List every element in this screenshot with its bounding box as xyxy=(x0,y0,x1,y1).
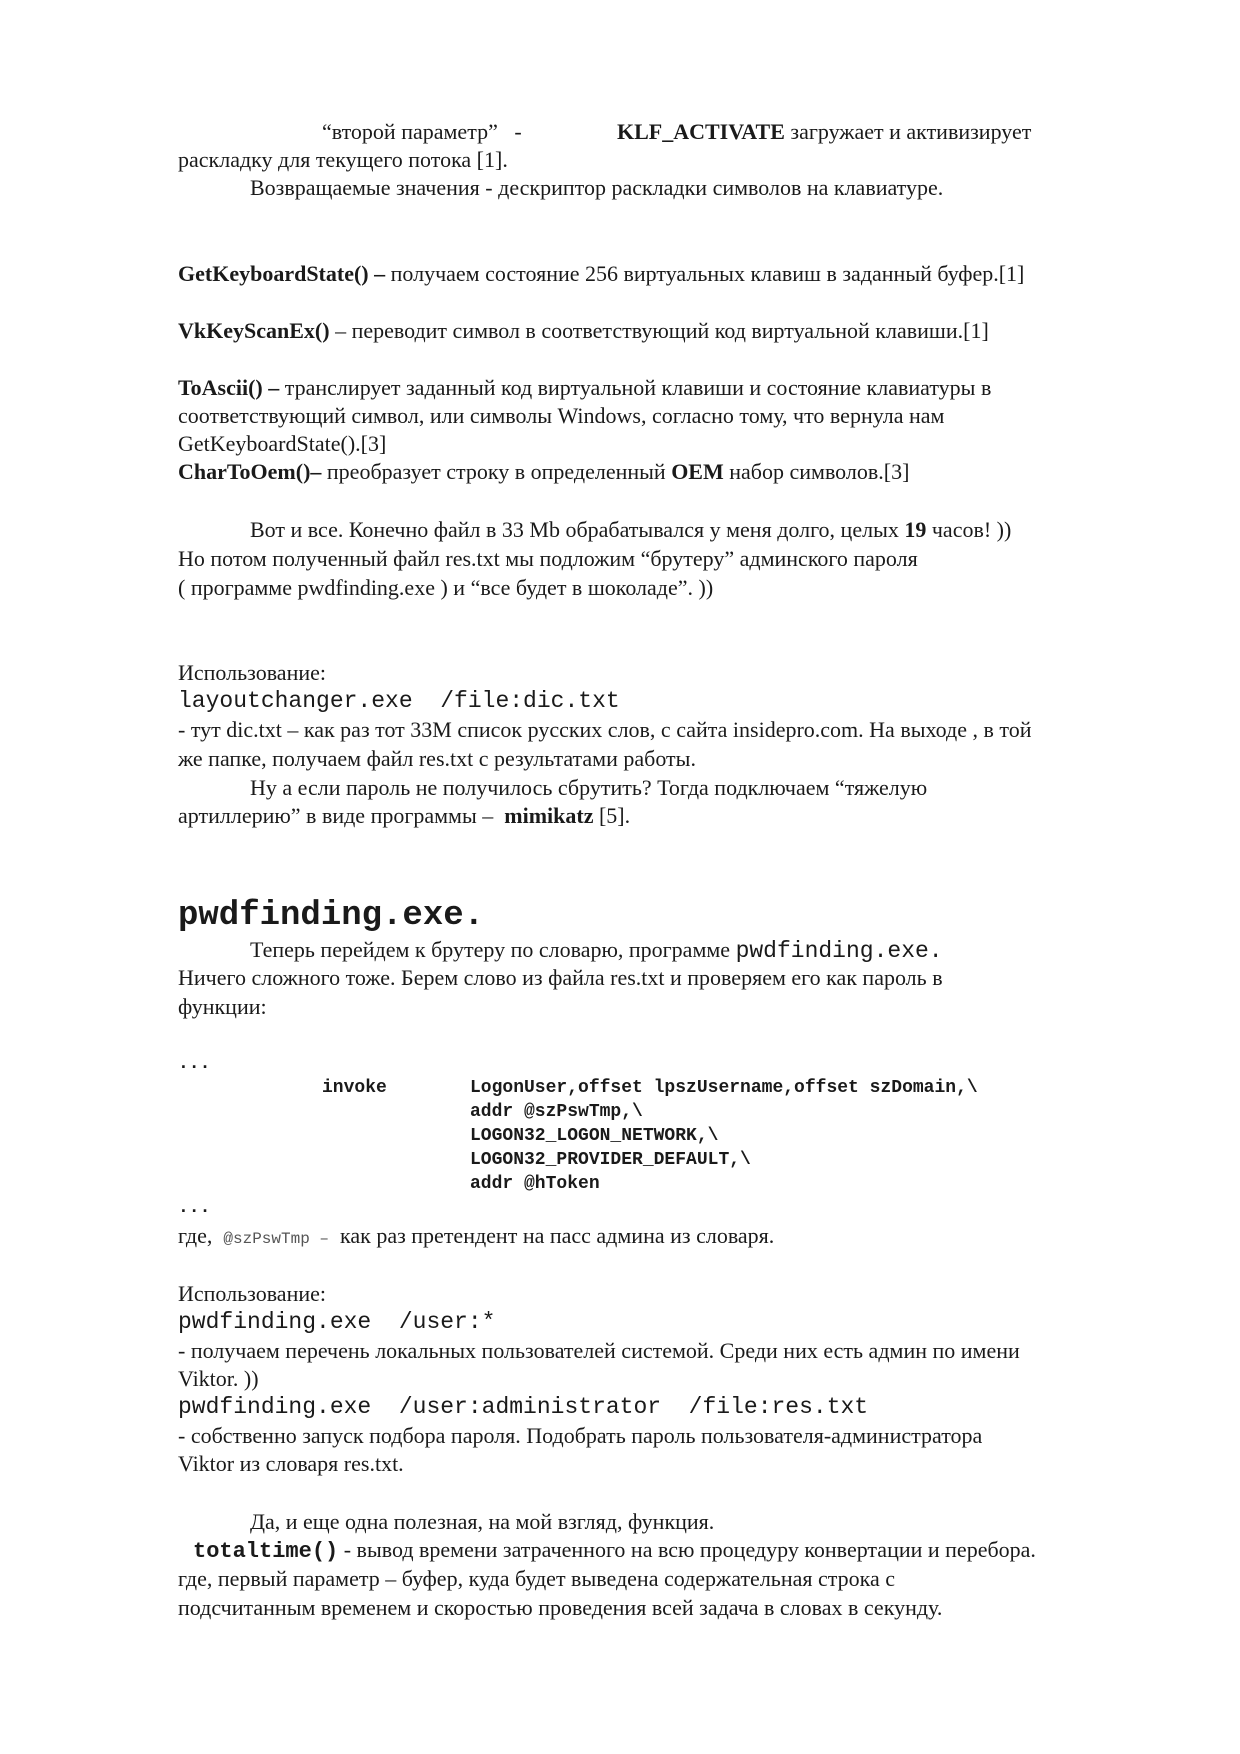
totaltime-function: totaltime() xyxy=(193,1539,339,1564)
usage1-desc-2: же папке, получаем файл res.txt с результатами работы. xyxy=(178,746,696,771)
section-heading: pwdfinding.exe. xyxy=(178,897,485,935)
usage1-desc-4: артиллерию” в виде программы – mimikatz [5]. xyxy=(178,803,631,828)
layoutchanger-command: layoutchanger.exe /file:dic.txt xyxy=(178,688,620,714)
extra-intro: Да, и еще одна полезная, на мой взгляд, функция. xyxy=(250,1509,715,1534)
usage2-desc-1: - получаем перечень локальных пользователей системой. Среди них есть админ по имени xyxy=(178,1338,1020,1363)
code-keyword: invoke xyxy=(322,1078,387,1098)
klf-line: KLF_ACTIVATE загружает и активизирует xyxy=(617,119,1032,144)
section-p3: функции: xyxy=(178,994,267,1019)
code-line: LogonUser,offset lpszUsername,offset szDomain,\ xyxy=(470,1078,978,1098)
usage1-desc-3: Ну а если пароль не получилось сбрутить? Тогда подключаем “тяжелую xyxy=(250,775,928,800)
usage1-desc-1: - тут dic.txt – как раз тот 33M список русских слов, с сайта insidepro.com. На выходе , в той xyxy=(178,717,1032,742)
return-values: Возвращаемые значения - дескриптор раскладки символов на клавиатуре. xyxy=(250,175,944,200)
chartooem-line: CharToOem()– преобразует строку в определенный OEM набор символов.[3] xyxy=(178,459,910,484)
summary-line-2: Но потом полученный файл res.txt мы подложим “брутеру” админского пароля xyxy=(178,546,918,571)
summary-line-3: ( программе pwdfinding.exe ) и “все будет в шоколаде”. )) xyxy=(178,575,714,600)
code-ellipsis-bottom: ... xyxy=(178,1198,211,1218)
toascii-line: ToAscii() – транслирует заданный код виртуальной клавиши и состояние клавиатуры в xyxy=(178,375,992,400)
usage2-desc-4: Viktor из словаря res.txt. xyxy=(178,1451,404,1476)
code-line: addr @szPswTmp,\ xyxy=(470,1102,643,1122)
totaltime-line: totaltime() - вывод времени затраченного на всю процедуру конвертации и перебора. xyxy=(193,1537,1036,1564)
section-p2: Ничего сложного тоже. Берем слово из файла res.txt и проверяем его как пароль в xyxy=(178,965,943,990)
klf-activate: KLF_ACTIVATE xyxy=(617,119,785,144)
toascii-line-2: соответствующий символ, или символы Windows, согласно тому, что вернула нам xyxy=(178,403,945,428)
pwdfinding-command-1: pwdfinding.exe /user:* xyxy=(178,1309,496,1335)
param-label: “второй параметр” - xyxy=(322,119,522,144)
getkeyboardstate-line: GetKeyboardState() – получаем состояние 256 виртуальных клавиш в заданный буфер.[1] xyxy=(178,261,1025,286)
vkkeyscanex-line: VkKeyScanEx() – переводит символ в соответствующий код виртуальной клавиши.[1] xyxy=(178,318,989,343)
pwdfinding-command-2: pwdfinding.exe /user:administrator /file:res.txt xyxy=(178,1394,869,1420)
toascii-line-3: GetKeyboardState().[3] xyxy=(178,431,387,456)
usage2-desc-3: - собственно запуск подбора пароля. Подобрать пароль пользователя-администратора xyxy=(178,1423,983,1448)
code-line: addr @hToken xyxy=(470,1174,600,1194)
summary-line-1: Вот и все. Конечно файл в 33 Mb обрабатывался у меня долго, целых 19 часов! )) xyxy=(250,517,1012,542)
code-line: LOGON32_PROVIDER_DEFAULT,\ xyxy=(470,1150,751,1170)
usage2-desc-2: Viktor. )) xyxy=(178,1366,259,1391)
code-ellipsis-top: ... xyxy=(178,1054,211,1074)
extra-desc-3: подсчитанным временем и скоростью проведения всей задача в словах в секунду. xyxy=(178,1595,943,1620)
section-p1: Теперь перейдем к брутеру по словарю, программе pwdfinding.exe. xyxy=(250,937,943,964)
extra-desc-2: где, первый параметр – буфер, куда будет выведена содержательная строка с xyxy=(178,1566,896,1591)
code-line: LOGON32_LOGON_NETWORK,\ xyxy=(470,1126,719,1146)
usage-label-2: Использование: xyxy=(178,1281,326,1306)
klf-line-2: раскладку для текущего потока [1]. xyxy=(178,147,508,172)
where-line: где, @szPswTmp – как раз претендент на пасс админа из словаря. xyxy=(178,1223,775,1248)
usage-label-1: Использование: xyxy=(178,660,326,685)
